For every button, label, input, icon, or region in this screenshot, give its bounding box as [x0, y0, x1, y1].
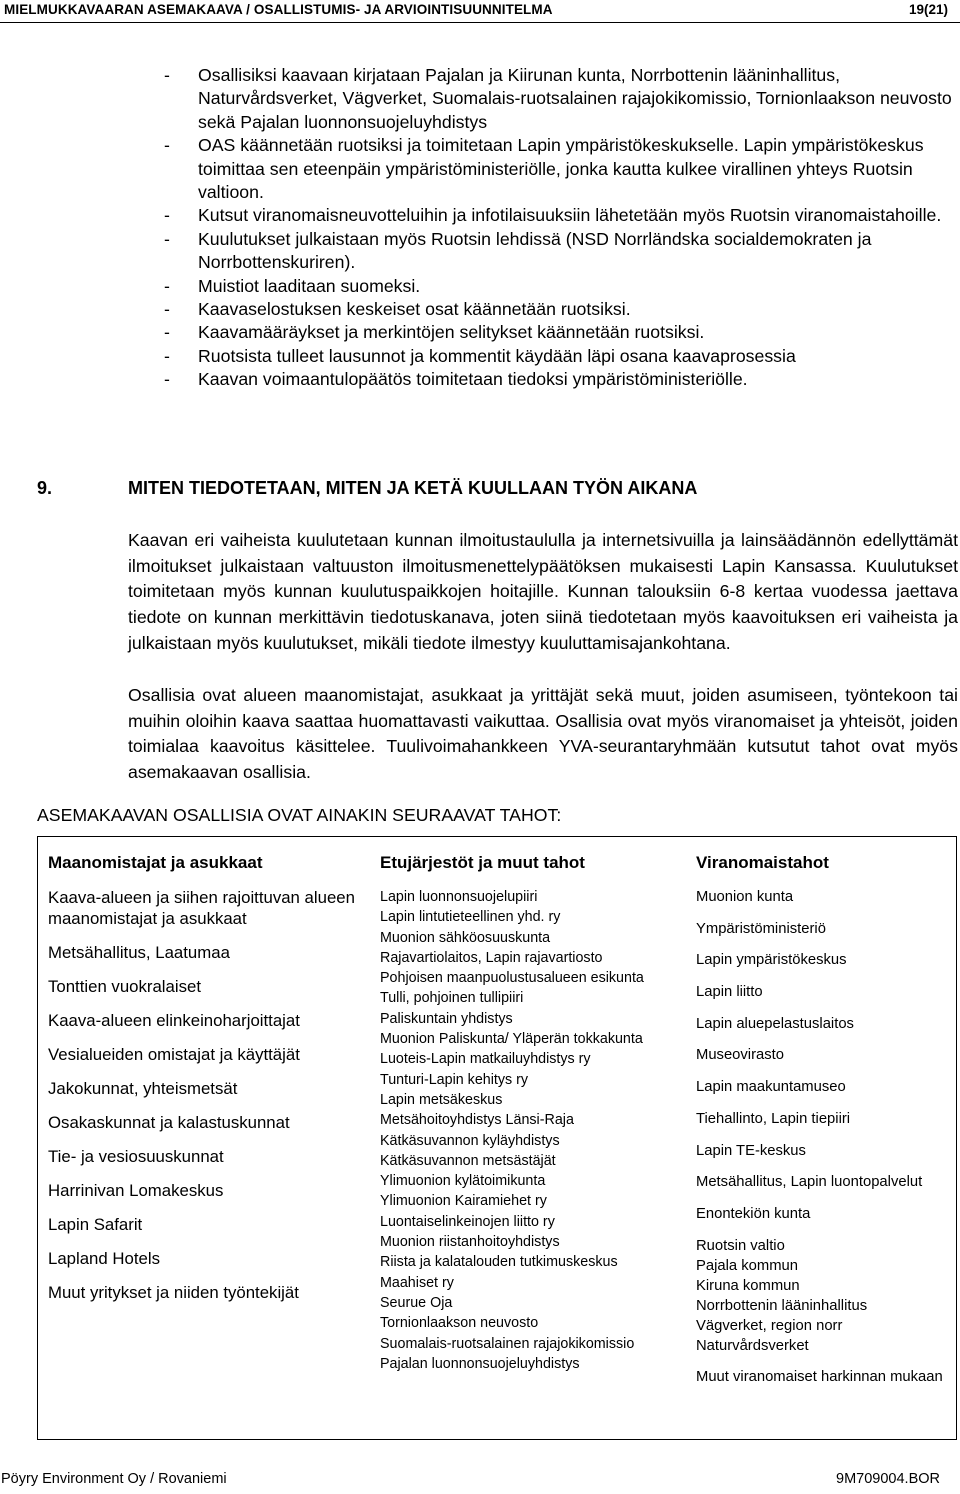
list-item: Harrinivan Lomakeskus [48, 1181, 224, 1200]
list-item: Pajala kommun [696, 1257, 798, 1274]
list-item: - Ruotsista tulleet lausunnot ja kommentit käydään läpi osana kaavaprosessia [164, 345, 954, 368]
list-item: Lapin aluepelastuslaitos [696, 1015, 854, 1032]
paragraph: Kaavan eri vaiheista kuulutetaan kunnan ilmoitustaululla ja internetsivuilla ja lainsäädännön edellyttämät ilmoitukset julkaistaan valtuuston ilmoitusmenettelypäätöksen mukaisesti Lapin Kansassa. Kuulutukset toimitetaan myös kunnan kuulutuspaikkojen hoitajille. Kunnan talouksiin 6-8 kertaa vuodessa jaettava tiedote on kunnan merkittävin tiedotuskanava, joten siinä tiedotetaan myös kaavoituksen eri vaiheista ja julkaistaan myös kuulutukset, mikäli tiedote ilmestyy kuuluttamisajankohtana. [128, 530, 958, 653]
list-item: Tonttien vuokralaiset [48, 977, 201, 996]
list-item: Vesialueiden omistajat ja käyttäjät [48, 1045, 300, 1064]
parties-table [37, 836, 957, 1440]
page-number: 19(21) [908, 2, 948, 17]
list-item: - Muistiot laaditaan suomeksi. [164, 275, 954, 298]
list-item: Lapin maakuntamuseo [696, 1079, 846, 1096]
list-item: Ympäristöministeriö [696, 920, 826, 937]
section-title: MITEN TIEDOTETAAN, MITEN JA KETÄ KUULLAAN TYÖN AIKANA [128, 478, 698, 498]
list-item: - Kuulutukset julkaistaan myös Ruotsin lehdissä (NSD Norrländska socialdemokraten ja Norrbottenskuriren). [164, 228, 954, 275]
list-item: Tulli, pohjoinen tullipiiri [380, 990, 524, 1007]
list-item: Vägverket, region norr [696, 1317, 843, 1334]
list-item: Ylimuonion Kairamiehet ry [380, 1193, 547, 1210]
list-item: - Osallisiksi kaavaan kirjataan Pajalan ja Kiirunan kunta, Norrbottenin lääninhallitus, Naturvårdsverket, Vägverket, Suomalais-ruotsalainen rajajokikomissio, Tornionlaakson neuvosto sekä Pajalan luonnonsuojeluyhdistys [164, 64, 954, 134]
list-item: Muonion kunta [696, 889, 794, 905]
list-item: Jakokunnat, yhteismetsät [48, 1079, 238, 1098]
list-item: Ruotsin valtio [696, 1237, 785, 1254]
list-item: Kaava-alueen ja siihen rajoittuvan alueen maanomistajat ja asukkaat [48, 888, 355, 928]
page-header [0, 0, 960, 23]
column-list [48, 887, 363, 1316]
list-item: Luoteis-Lapin matkailuyhdistys ry [380, 1051, 591, 1068]
list-item: Muonion Paliskunta/ Yläperän tokkakunta [380, 1031, 643, 1048]
list-item: Osakaskunnat ja kalastuskunnat [48, 1113, 290, 1132]
list-item: Museovirasto [696, 1047, 784, 1064]
list-item: Riista ja kalatalouden tutkimuskeskus [380, 1254, 618, 1271]
list-item: Naturvårdsverket [696, 1337, 809, 1354]
list-item: Suomalais-ruotsalainen rajajokikomissio [380, 1335, 635, 1352]
list-item: Kaava-alueen elinkeinoharjoittajat [48, 1011, 300, 1030]
bullet-list [164, 64, 954, 392]
list-item: - OAS käännetään ruotsiksi ja toimitetaan Lapin ympäristökeskukselle. Lapin ympäristökeskus toimittaa sen eteenpäin ympäristöministeriölle, jonka kautta kulkee virallinen yhteys Ruotsin valtioon. [164, 134, 954, 204]
list-item: Pohjoisen maanpuolustusalueen esikunta [380, 970, 644, 987]
list-item: Lapin liitto [696, 984, 763, 1001]
list-item: Seurue Oja [380, 1294, 453, 1311]
list-item: Tie- ja vesiosuuskunnat [48, 1147, 224, 1166]
list-item: Lapin lintutieteellinen yhd. ry [380, 909, 561, 926]
list-item: Luontaiselinkeinojen liitto ry [380, 1213, 555, 1230]
list-item: Maahiset ry [380, 1274, 454, 1291]
list-item: Muut yritykset ja niiden työntekijät [48, 1283, 299, 1302]
list-item: - Kaavaselostuksen keskeiset osat käännetään ruotsiksi. [164, 298, 954, 321]
list-item: Paliskuntain yhdistys [380, 1010, 513, 1027]
column-list [380, 887, 686, 1374]
parties-heading: ASEMAKAAVAN OSALLISIA OVAT AINAKIN SEURAAVAT TAHOT: [37, 805, 562, 825]
list-item: Pajalan luonnonsuojeluyhdistys [380, 1355, 580, 1372]
list-item: Enontekiön kunta [696, 1205, 811, 1222]
column-title: Etujärjestöt ja muut tahot [380, 853, 585, 872]
list-item: Muonion riistanhoitoyhdistys [380, 1234, 560, 1251]
list-item: Metsähallitus, Lapin luontopalvelut [696, 1174, 923, 1191]
column-list [696, 887, 946, 1387]
list-item: Muut viranomaiset harkinnan mukaan [696, 1369, 943, 1386]
list-item: Lapland Hotels [48, 1249, 160, 1268]
list-item: Tiehallinto, Lapin tiepiiri [696, 1110, 851, 1127]
paragraph: Osallisia ovat alueen maanomistajat, asukkaat ja yrittäjät sekä muut, joiden asumiseen, työntekoon tai muihin oloihin kaava saattaa huomattavasti vaikuttaa. Osallisia ovat myös viranomaiset ja yhteisöt, joiden toimialaa kaavoitus käsittelee. Tuulivoimahankkeen YVA-seurantaryhmään kutsutut tahot ovat myös asemakaavan osallisia. [128, 685, 958, 783]
footer-company: Pöyry Environment Oy / Rovaniemi [1, 1471, 227, 1487]
list-item: Tunturi-Lapin kehitys ry [380, 1071, 529, 1088]
list-item: Kätkäsuvannon metsästäjät [380, 1152, 556, 1169]
list-item: - Kutsut viranomaisneuvotteluihin ja infotilaisuuksiin lähetetään myös Ruotsin viranomaistahoille. [164, 204, 954, 227]
list-item: Lapin Safarit [48, 1215, 143, 1234]
list-item: Lapin TE-keskus [696, 1142, 806, 1159]
list-item: Norrbottenin lääninhallitus [696, 1297, 868, 1314]
list-item: Metsähoitoyhdistys Länsi-Raja [380, 1112, 574, 1129]
list-item: Lapin metsäkeskus [380, 1091, 503, 1108]
list-item: - Kaavamääräykset ja merkintöjen selitykset käännetään ruotsiksi. [164, 321, 954, 344]
list-item: Metsähallitus, Laatumaa [48, 943, 230, 962]
column-title: Maanomistajat ja asukkaat [48, 853, 263, 872]
footer-document-code: 9M709004.BOR [836, 1471, 940, 1487]
list-item: Rajavartiolaitos, Lapin rajavartiosto [380, 949, 603, 966]
list-item: Ylimuonion kylätoimikunta [380, 1173, 546, 1190]
section-number: 9. [37, 478, 53, 498]
list-item: Kätkäsuvannon kyläyhdistys [380, 1132, 560, 1149]
list-item: Muonion sähköosuuskunta [380, 929, 551, 946]
column-title: Viranomaistahot [696, 853, 829, 872]
list-item: - Kaavan voimaantulopäätös toimitetaan tiedoksi ympäristöministeriölle. [164, 368, 954, 391]
list-item: Kiruna kommun [696, 1277, 800, 1294]
list-item: Lapin luonnonsuojelupiiri [380, 889, 538, 905]
list-item: Lapin ympäristökeskus [696, 952, 847, 969]
list-item: Tornionlaakson neuvosto [380, 1315, 539, 1332]
document-title: MIELMUKKAVAARAN ASEMAKAAVA / OSALLISTUMIS- JA ARVIOINTISUUNNITELMA [4, 2, 553, 17]
